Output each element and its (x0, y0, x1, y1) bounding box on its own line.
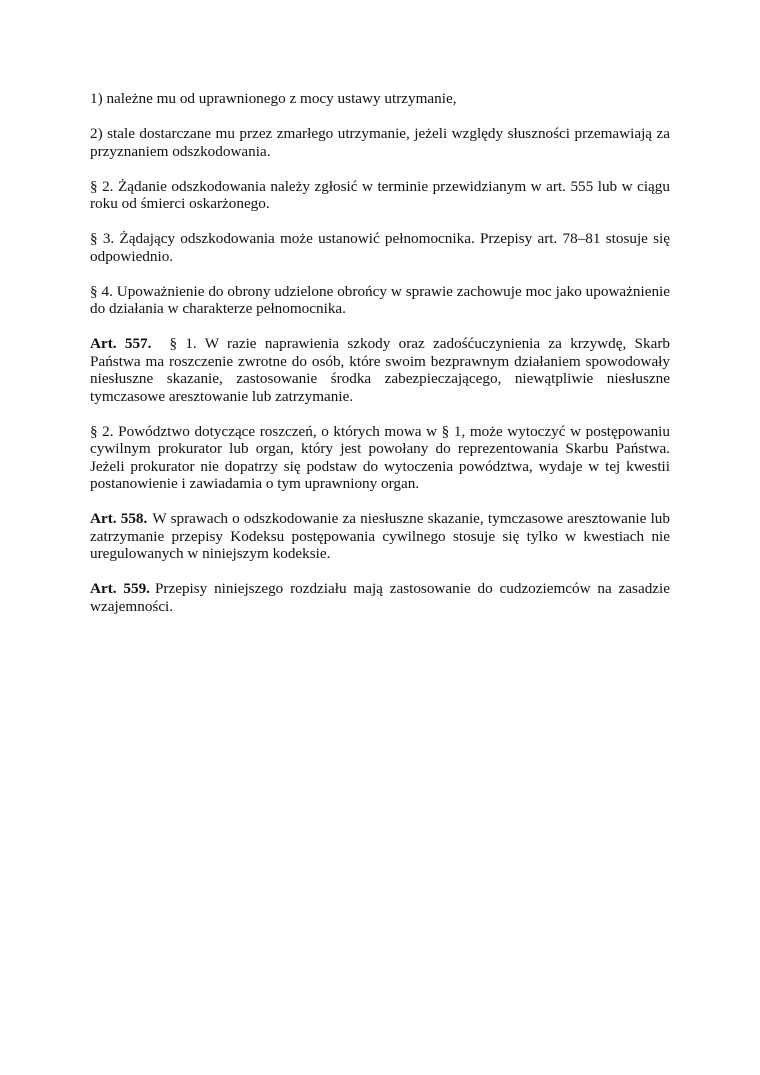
paragraph-sec-3 (90, 230, 670, 265)
article-557 (90, 335, 670, 405)
paragraph-text: § 2. Powództwo dotyczące roszczeń, o których mowa w § 1, może wytoczyć w postępowaniu cywilnym prokurator lub organ, który jest powołany do reprezentowania Skarbu Państwa. Jeżeli prokurator nie dopatrzy się podstaw do wytoczenia powództwa, wydaje w tej kwestii postanowienie i zawiadamia o tym uprawniony organ. (90, 422, 670, 492)
document-page (90, 90, 670, 633)
paragraph-text: § 2. Żądanie odszkodowania należy zgłosić w terminie przewidzianym w art. 555 lub w ciągu roku od śmierci oskarżonego. (90, 177, 670, 212)
article-number: Art. 559. (90, 580, 150, 597)
article-number: Art. 557. (90, 335, 152, 352)
paragraph-text: § 3. Żądający odszkodowania może ustanowić pełnomocnika. Przepisy art. 78–81 stosuje się odpowiednio. (90, 230, 670, 265)
paragraph-sec-4 (90, 283, 670, 318)
article-559 (90, 580, 670, 615)
article-558 (90, 510, 670, 563)
paragraph-item-1 (90, 90, 670, 108)
article-text: W sprawach o odszkodowanie za niesłuszne skazanie, tymczasowe aresztowanie lub zatrzymanie przepisy Kodeksu postępowania cywilnego stosuje się tylko w kwestiach nie uregulowanych w niniejszym kodeksie. (90, 510, 670, 562)
article-557-sec-2 (90, 423, 670, 493)
article-text: Przepisy niniejszego rozdziału mają zastosowanie do cudzoziemców na zasadzie wzajemności. (90, 580, 670, 615)
article-text: § 1. W razie naprawienia szkody oraz zadośćuczynienia za krzywdę, Skarb Państwa ma roszczenie zwrotne do osób, które swoim bezprawnym działaniem spowodowały niesłuszne skazanie, zastosowanie środka zabezpieczającego, niewątpliwie niesłuszne tymczasowe aresztowanie lub zatrzymanie. (90, 335, 670, 405)
paragraph-text: 2) stale dostarczane mu przez zmarłego utrzymanie, jeżeli względy słuszności przemawiają za przyznaniem odszkodowania. (90, 125, 670, 160)
paragraph-text: 1) należne mu od uprawnionego z mocy ustawy utrzymanie, (90, 90, 457, 107)
paragraph-sec-2 (90, 178, 670, 213)
paragraph-item-2 (90, 125, 670, 160)
paragraph-text: § 4. Upoważnienie do obrony udzielone obrońcy w sprawie zachowuje moc jako upoważnienie do działania w charakterze pełnomocnika. (90, 282, 670, 317)
article-number: Art. 558. (90, 510, 148, 527)
